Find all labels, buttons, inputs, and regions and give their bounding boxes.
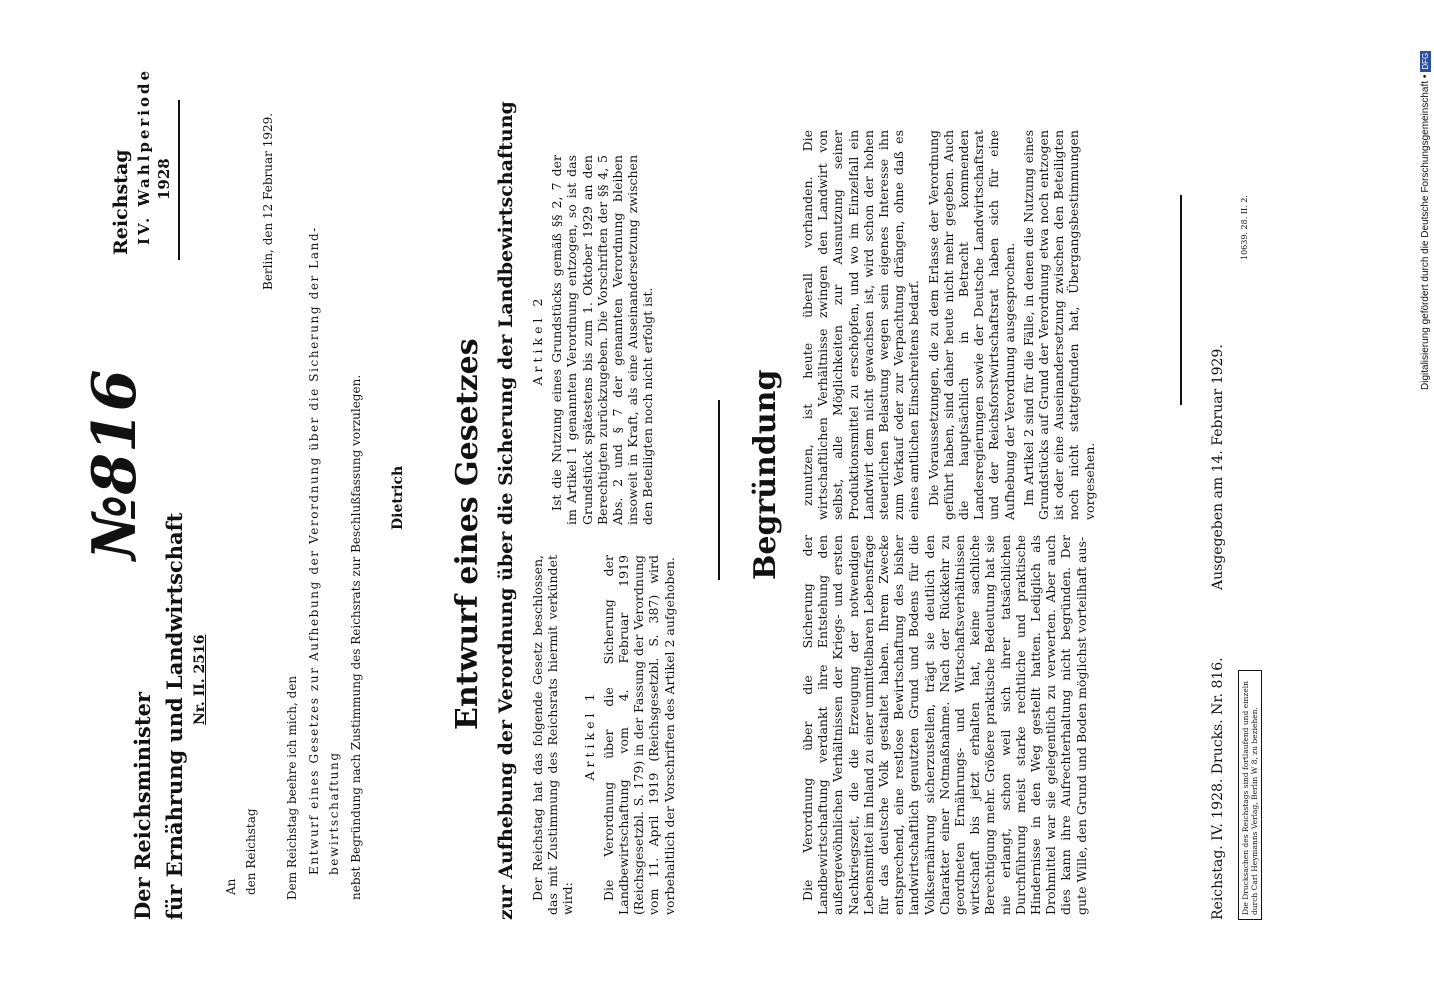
reasons-right-column [800,130,1101,520]
ministry-line-1: Der Reichsminister [130,691,155,920]
letter-line-4: nebst Begründung nach Zustimmung des Reichsrats zur Beschlußfassung vorzulegen. [349,374,363,900]
letter-line-1: Dem Reichstag beehre ich mich, den [285,675,299,900]
place-date: Berlin, den 12 Februar 1929. [261,112,275,290]
article-1-heading: Artikel 1 [581,689,597,781]
reasons-title: Begründung [748,369,783,580]
ministry-line-2: für Ernährung und Landwirtschaft [162,512,187,920]
end-rule [1180,195,1182,405]
draft-title: Entwurf eines Gesetzes [450,338,485,730]
print-number: 10639. 28. II. 2. [1240,195,1249,260]
letter-line-2: Entwurf eines Gesetzes zur Aufhebung der Verordnung über die Sicherung der Land- [307,226,321,875]
reasons-paragraph-4: Im Artikel 2 sind für die Fälle, in denen die Nutzung eines Grundstücks auf Grund der Verordnung etwa noch entzogen ist oder eine Auseinandersetzung zwischen den Beteiligten noch nicht stattgefunden hat, Übergangsbestimmungen vorgesehen. [1020,130,1097,520]
draft-right-column [530,155,660,525]
reichstag-label: Reichstag [110,149,132,255]
article-1-text: Die Verordnung über die Sicherung der Landbewirtschaftung vom 4. Februar 1919 (Reichsgesetzbl. S. 179) in der Fassung der Verordnung vom 11. April 1919 (Reichsgesetzbl. S. 387) wird vorbehaltlich der Vorschriften des Artikel 2 aufgehoben. [600,555,677,915]
reference-number: Nr. II. 2516 [192,634,208,725]
section-rule [718,400,720,580]
funding-side-note [1418,0,1434,1000]
publisher-box: Die Drucksachen des Reichstags sind fortlaufend und einzeln durch Carl Heymanns Verlag, Berlin W 8, zu beziehen. [1238,670,1262,920]
draft-subtitle: zur Aufhebung der Verordnung über die Sicherung der Landbewirtschaftung [495,101,517,920]
period-label: IV. Wahlperiode [135,67,153,245]
draft-intro: Der Reichstag hat das folgende Gesetz beschlossen, das mit Zustimmung des Reichsrats hiermit verkündet wird: [530,555,576,915]
article-2-text: Ist die Nutzung eines Grundstücks gemäß §§ 2, 7 der im Artikel 1 genannten Verordnung entzogen, so ist das Grundstück spätestens bis zum 1. Oktober 1929 an den Berechtigten zurückzugeben. Die Vorschriften der §§ 4, 5 Abs. 2 und § 7 der genannten Verordnung bleiben insoweit in Kraft, als eine Auseinandersetzung zwischen den Beteiligten noch nicht erfolgt ist. [549,155,656,525]
draft-left-column [530,555,681,915]
reasons-paragraph-1: Die Verordnung über die Sicherung der Landbewirtschaftung verdankt ihre Entstehung den außergewöhnlichen Verhältnissen der Kriegs- und ersten Nachkriegszeit, die die Erzeugung der notwendigen Lebensmittel im Inland zu einer unmittelbaren Lebensfrage für das deutsche Volk gestaltet haben. Ihrem Zwecke entsprechend, eine restlose Bewirtschaftung des bisher landwirtschaftlich genutzten Grund und Bodens für die Volksernährung sicherzustellen, trägt sie deutlich den Charakter einer Notmaßnahme. Nach der Rückkehr zu geordneten Ernährungs- und Wirtschaftsverhältnissen wirtschaft bis jetzt erhalten hat, keine sachliche Berechtigung mehr. Größere praktische Bedeutung hat sie nie erlangt, schon weil sich ihrer tatsächlichen Durchführung meist starke rechtliche und praktische Hindernisse in den Weg gestellt hatten. Lediglich als Drohmittel war sie gelegentlich zu verwerten. Aber auch dies kann ihre Aufrechterhaltung nicht begründen. Der gute Wille, den Grund und Boden möglichst vorteilhaft aus- [800,535,1089,915]
dfg-logo: DFG [1421,52,1430,70]
recipient-line-1: An [224,878,238,895]
footer-print-info: Reichstag. IV. 1928. Drucks. Nr. 816. [1210,657,1226,920]
year-label: 1928 [155,158,173,200]
signature: Dietrich [390,465,406,530]
reasons-paragraph-3: Die Voraussetzungen, die zu dem Erlasse der Verordnung geführt haben, sind daher heute nicht mehr gegeben. Auch die hauptsächlich in Betracht kommenden Landesregierungen sowie der Deutsche Landwirtschaftsrat und der Reichsforstwirtschaftsrat haben sich für eine Aufhebung der Verordnung ausgesprochen. [925,130,1017,520]
letter-line-3: bewirtschaftung [327,751,341,875]
reasons-paragraph-2: zunutzen, ist heute überall vorhanden. Die wirtschaftlichen Verhältnisse zwingen den Landwirt von selbst, alle Möglichkeiten zur Ausnutzung seiner Produktionsmittel zu erschöpfen, und wo im Einzelfall ein Landwirt dem nicht gewachsen ist, wird schon der hohen steuerlichen Belastung wegen sein eigenes Interesse ihn zum Verkauf oder zur Verpachtung drängen, ohne daß es eines amtlichen Einschreitens bedarf. [800,130,922,520]
issue-date: Ausgegeben am 14. Februar 1929. [1210,344,1226,590]
funding-text: Digitalisierung gefördert durch die Deutsche Forschungsgemeinschaft • [1420,74,1431,390]
header-rule [178,100,180,260]
document-number: №816 [80,369,150,560]
article-2-heading: Artikel 2 [530,294,545,386]
recipient-line-2: den Reichstag [244,808,258,895]
reasons-left-column [800,535,1093,915]
